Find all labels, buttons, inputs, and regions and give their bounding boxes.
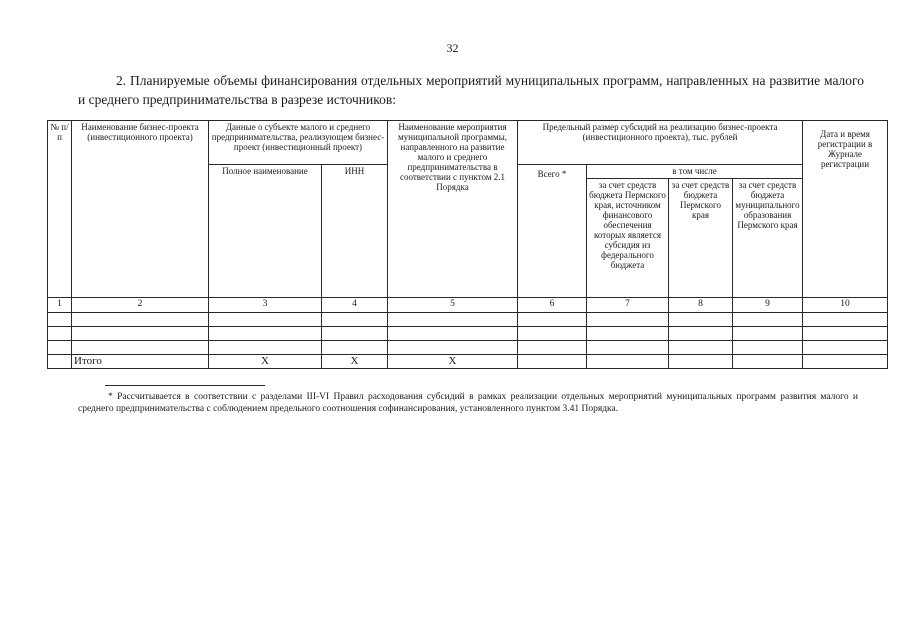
header-project-name: Наименование бизнес-проекта (инвестиционного проекта) <box>72 121 209 298</box>
table-cell <box>322 327 388 341</box>
table-cell <box>72 313 209 327</box>
column-number: 10 <box>803 298 888 313</box>
table-cell <box>518 355 587 369</box>
header-municipal-budget: за счет средств бюджета муниципального образования Пермского края <box>733 179 803 298</box>
table-cell <box>518 313 587 327</box>
header-row-1 <box>48 121 888 165</box>
financing-table <box>47 120 888 369</box>
table-cell <box>209 327 322 341</box>
column-number-row <box>48 298 888 313</box>
table-row <box>48 313 888 327</box>
table-cell <box>72 327 209 341</box>
header-subsidy-group: Предельный размер субсидий на реализацию бизнес-проекта (инвестиционного проекта), тыс. рублей <box>518 121 803 165</box>
footnote-text: * Рассчитывается в соответствии с разделами III-VI Правил расходования субсидий в рамках реализации отдельных мероприятий муниципальных программ развития малого и среднего предпринимательства с соблюдением предельного соотношения софинансирования, установленного пунктом 3.41 Порядка. <box>78 392 858 414</box>
total-row <box>48 355 888 369</box>
header-measure-name: Наименование мероприятия муниципальной программы, направленного на развитие малого и среднего предпринимательства в соответствии с пунктом 2.1 Порядка <box>388 121 518 298</box>
table-cell <box>733 313 803 327</box>
table-cell <box>587 355 669 369</box>
footnote-divider <box>105 385 265 386</box>
table-cell <box>388 327 518 341</box>
heading-text: 2. Планируемые объемы финансирования отдельных мероприятий муниципальных программ, направленных на развитие малого и среднего предпринимательства в разрезе источников: <box>78 73 864 107</box>
total-label: Итого <box>72 355 209 369</box>
table-cell <box>587 341 669 355</box>
table-cell <box>48 355 72 369</box>
header-number: № п/п <box>48 121 72 298</box>
total-cross-measure: X <box>388 355 518 369</box>
header-full-name: Полное наименование <box>209 165 322 298</box>
table-cell <box>48 341 72 355</box>
table-cell <box>803 341 888 355</box>
column-number: 3 <box>209 298 322 313</box>
table-cell <box>803 313 888 327</box>
table-cell <box>388 341 518 355</box>
table-cell <box>733 341 803 355</box>
table-cell <box>48 327 72 341</box>
table-cell <box>669 341 733 355</box>
table-cell <box>669 355 733 369</box>
column-number: 8 <box>669 298 733 313</box>
header-total: Всего * <box>518 165 587 298</box>
header-regional-budget: за счет средств бюджета Пермского края <box>669 179 733 298</box>
header-inn: ИНН <box>322 165 388 298</box>
table-cell <box>388 313 518 327</box>
column-number: 4 <box>322 298 388 313</box>
table-cell <box>518 341 587 355</box>
header-registration-date: Дата и время регистрации в Журнале регистрации <box>803 121 888 298</box>
footnote <box>78 391 858 415</box>
table-row <box>48 327 888 341</box>
section-heading <box>78 71 864 109</box>
table-cell <box>587 327 669 341</box>
table-cell <box>669 327 733 341</box>
table-cell <box>322 313 388 327</box>
table-cell <box>733 355 803 369</box>
table-cell <box>209 341 322 355</box>
column-number: 6 <box>518 298 587 313</box>
table-cell <box>209 313 322 327</box>
table-cell <box>518 327 587 341</box>
total-cross-inn: X <box>322 355 388 369</box>
column-number: 5 <box>388 298 518 313</box>
table-cell <box>669 313 733 327</box>
table-cell <box>587 313 669 327</box>
header-federal-subsidy: за счет средств бюджета Пермского края, источником финансового обеспечения которых является субсидия из федерального бюджета <box>587 179 669 298</box>
column-number: 7 <box>587 298 669 313</box>
column-number: 1 <box>48 298 72 313</box>
table-cell <box>733 327 803 341</box>
table-cell <box>803 355 888 369</box>
table-cell <box>72 341 209 355</box>
table-cell <box>48 313 72 327</box>
table-cell <box>322 341 388 355</box>
header-subject-group: Данные о субъекте малого и среднего предпринимательства, реализующем бизнес-проект (инвестиционный проект) <box>209 121 388 165</box>
column-number: 9 <box>733 298 803 313</box>
header-including: в том числе <box>587 165 803 179</box>
table-cell <box>803 327 888 341</box>
column-number: 2 <box>72 298 209 313</box>
page-number: 32 <box>446 41 459 55</box>
total-cross-full-name: X <box>209 355 322 369</box>
table-row <box>48 341 888 355</box>
